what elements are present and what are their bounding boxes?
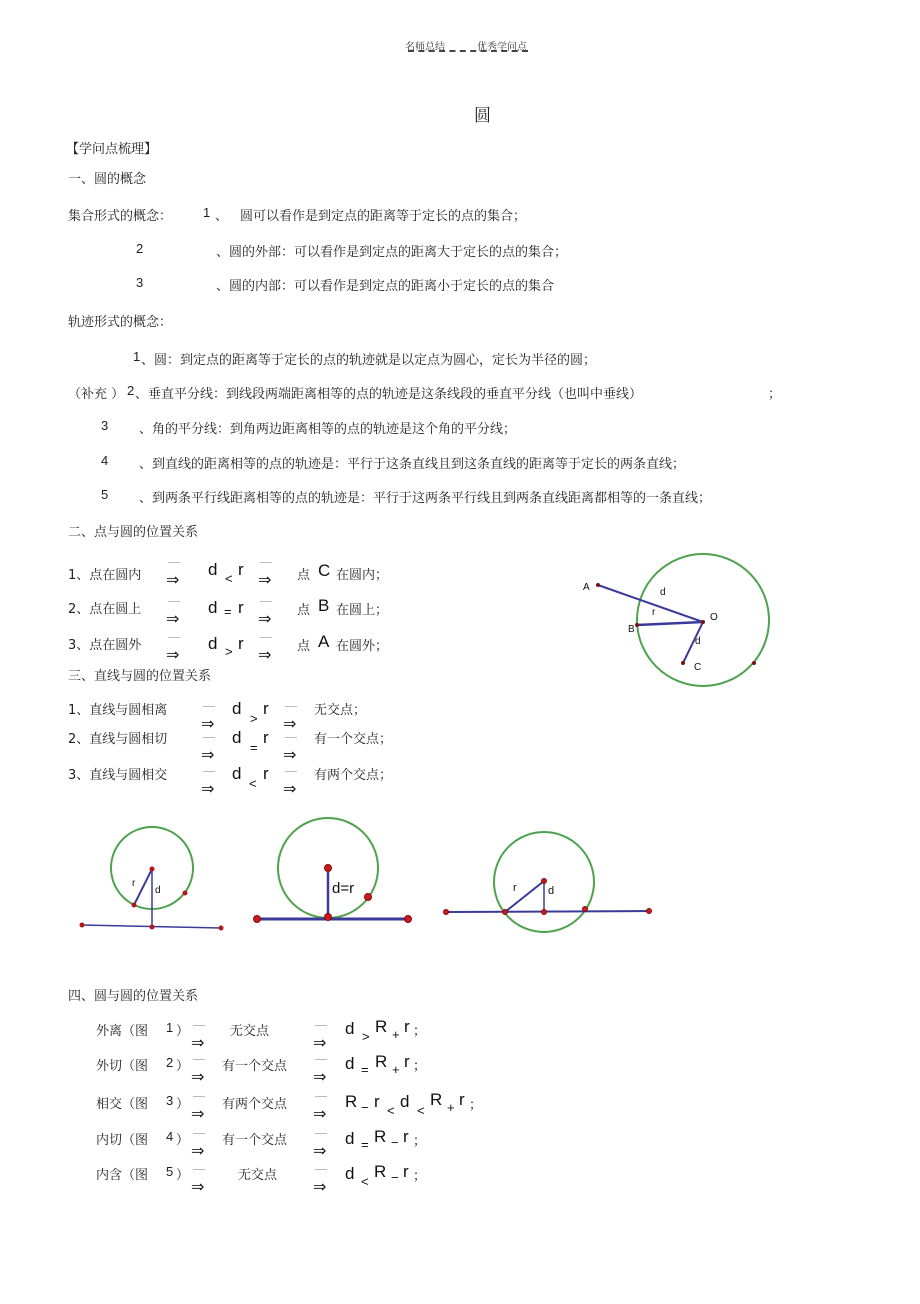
result-text: 在圆外； — [336, 639, 389, 654]
var-d: d — [232, 728, 242, 747]
implies-icon: ⇒ — [189, 1059, 209, 1085]
implies-icon: ⇒ — [164, 562, 184, 588]
svg-text:r: r — [652, 607, 656, 618]
implies-icon: ⇒ — [311, 1059, 331, 1085]
var-d: d — [345, 1054, 355, 1073]
figure-separate — [80, 827, 224, 931]
locus-form-label: 轨迹形式的概念： — [68, 315, 173, 330]
operator: + — [447, 1100, 455, 1115]
operator: = — [361, 1062, 369, 1077]
var-d: d — [208, 560, 218, 579]
operator: < — [361, 1174, 369, 1189]
implies-icon: ⇒ — [281, 706, 301, 732]
svg-text:d=r: d=r — [332, 880, 355, 897]
locus-item-1-text: 、圆：到定点的距离等于定长的点的轨迹就是以定点为圆心，定长为半径的圆； — [141, 353, 597, 368]
operator: − — [361, 1100, 369, 1115]
figure-number: 1 — [166, 1020, 174, 1035]
result-text: 有一个交点 — [222, 1133, 288, 1148]
figure-tangent — [254, 818, 412, 923]
figure-number: 2 — [166, 1055, 174, 1070]
semicolon: ； — [413, 1168, 427, 1183]
header-left: 名师总结 — [405, 42, 445, 53]
sec1-heading: 一、圆的概念 — [68, 172, 147, 187]
point-row-1-label: 1、点在圆内 — [68, 568, 142, 583]
result-text: 有两个交点 — [222, 1097, 288, 1112]
implies-icon: ⇒ — [164, 601, 184, 627]
implies-icon: ⇒ — [189, 1096, 209, 1122]
locus-item-2-num: 2 — [127, 383, 135, 398]
var-d: d — [345, 1164, 355, 1183]
set-form-label: 集合形式的概念： — [68, 209, 173, 224]
operator: > — [362, 1029, 370, 1044]
var-r: r — [238, 634, 244, 653]
var-d: d — [232, 699, 242, 718]
result-text: 无交点 — [238, 1168, 278, 1183]
implies-icon: ⇒ — [199, 737, 219, 763]
sec3-heading: 三、直线与圆的位置关系 — [68, 669, 212, 684]
svg-text:d: d — [548, 885, 555, 897]
implies-icon: ⇒ — [256, 562, 276, 588]
implies-icon: ⇒ — [281, 737, 301, 763]
result-text: 有两个交点； — [314, 768, 393, 783]
circle-row-5-name: 内含（图 — [96, 1168, 149, 1183]
implies-icon: ⇒ — [199, 771, 219, 797]
point-circle-diagram — [570, 550, 780, 700]
var-r: r — [238, 598, 244, 617]
operator: = — [361, 1137, 369, 1152]
semicolon: ； — [413, 1133, 427, 1148]
implies-icon: ⇒ — [256, 637, 276, 663]
var-R: R — [375, 1017, 388, 1036]
set-item-3-num: 3 — [136, 275, 144, 290]
result-text: 无交点 — [230, 1024, 270, 1039]
circle-row-2-name: 外切（图 — [96, 1059, 149, 1074]
result-text: 在圆内； — [336, 568, 389, 583]
var-d: d — [208, 634, 218, 653]
var-R: R — [345, 1092, 358, 1111]
var-r: r — [459, 1090, 465, 1109]
line-circle-diagrams — [70, 815, 670, 940]
implies-icon: ⇒ — [189, 1025, 209, 1051]
semicolon: ； — [413, 1058, 427, 1073]
var-r: r — [374, 1092, 380, 1111]
point-row-2-label: 2、点在圆上 — [68, 602, 142, 617]
var-R: R — [374, 1127, 387, 1146]
result-text: 无交点； — [314, 703, 367, 718]
point-row-3-label: 3、点在圆外 — [68, 638, 142, 653]
point-label: B — [318, 596, 330, 615]
point-label: A — [318, 632, 330, 651]
result-text: 在圆上； — [336, 603, 389, 618]
locus-item-2-text: 、垂直平分线：到线段两端距离相等的点的轨迹是这条线段的垂直平分线（也叫中垂线） — [135, 387, 643, 402]
operator: < — [225, 571, 233, 586]
var-r: r — [403, 1162, 409, 1181]
operator: = — [250, 740, 258, 755]
implies-icon: ⇒ — [189, 1133, 209, 1159]
svg-text:d: d — [155, 885, 161, 896]
svg-text:d: d — [695, 636, 701, 647]
locus-item-2-tail: ； — [768, 387, 782, 402]
semicolon: ； — [469, 1097, 483, 1112]
locus-item-5-text: 、到两条平行线距离相等的点的轨迹是：平行于这两条平行线且到两条直线距离都相等的一条直线； — [139, 491, 712, 506]
svg-text:r: r — [132, 878, 136, 889]
operator: < — [249, 776, 257, 791]
paren-close: ） — [176, 1133, 190, 1148]
svg-text:d: d — [660, 587, 666, 598]
implies-icon: ⇒ — [311, 1169, 331, 1195]
header-divider — [408, 50, 528, 52]
paren-close: ） — [176, 1059, 190, 1074]
result-text: 有一个交点 — [222, 1059, 288, 1074]
var-R: R — [430, 1090, 443, 1109]
result-prefix: 点 — [297, 639, 311, 654]
locus-item-2-prefix: （补充 ） — [68, 387, 125, 402]
result-prefix: 点 — [297, 603, 311, 618]
locus-item-3-text: 、角的平分线：到角两边距离相等的点的轨迹是这个角的平分线； — [139, 422, 517, 437]
paren-close: ） — [176, 1024, 190, 1039]
implies-icon: ⇒ — [256, 601, 276, 627]
line-row-1-label: 1、直线与圆相离 — [68, 703, 168, 718]
line-row-3-label: 3、直线与圆相交 — [68, 768, 168, 783]
var-d: d — [232, 764, 242, 783]
operator: < — [417, 1103, 425, 1118]
implies-icon: ⇒ — [311, 1025, 331, 1051]
implies-icon: ⇒ — [311, 1096, 331, 1122]
var-d: d — [345, 1129, 355, 1148]
var-r: r — [263, 764, 269, 783]
var-d: d — [208, 598, 218, 617]
var-r: r — [238, 560, 244, 579]
circle-row-1-name: 外离（图 — [96, 1024, 149, 1039]
svg-text:A: A — [583, 582, 590, 593]
operator: − — [391, 1170, 399, 1185]
locus-item-4-text: 、到直线的距离相等的点的轨迹是：平行于这条直线且到这条直线的距离等于定长的两条直线； — [139, 457, 686, 472]
header-right: 优秀学问点 — [477, 42, 527, 53]
var-d: d — [345, 1019, 355, 1038]
paren-close: ） — [176, 1097, 190, 1112]
var-R: R — [375, 1052, 388, 1071]
operator: + — [392, 1062, 400, 1077]
figure-number: 4 — [166, 1129, 174, 1144]
operator: > — [250, 711, 258, 726]
svg-text:C: C — [694, 662, 702, 673]
svg-text:r: r — [513, 882, 517, 894]
set-item-1-text: 圆可以看作是到定点的距离等于定长的点的集合； — [240, 209, 527, 224]
set-item-2-num: 2 — [136, 241, 144, 256]
var-r: r — [404, 1052, 410, 1071]
var-r: r — [404, 1017, 410, 1036]
var-d: d — [400, 1092, 410, 1111]
var-r: r — [403, 1127, 409, 1146]
result-text: 有一个交点； — [314, 732, 393, 747]
var-r: r — [263, 699, 269, 718]
section-heading: 【学问点梳理】 — [66, 142, 158, 157]
set-item-2-text: 、圆的外部：可以看作是到定点的距离大于定长的点的集合； — [216, 245, 568, 260]
operator: = — [224, 604, 232, 619]
paren-close: ） — [176, 1168, 190, 1183]
locus-item-1-num: 1 — [133, 349, 141, 364]
operator: − — [391, 1135, 399, 1150]
page-title: 圆 — [474, 106, 491, 126]
svg-text:O: O — [710, 612, 718, 623]
locus-item-4-num: 4 — [101, 453, 109, 468]
svg-text:B: B — [628, 624, 635, 635]
sec2-heading: 二、点与圆的位置关系 — [68, 525, 199, 540]
operator: < — [387, 1103, 395, 1118]
operator: + — [392, 1027, 400, 1042]
implies-icon: ⇒ — [281, 771, 301, 797]
set-item-3-text: 、圆的内部：可以看作是到定点的距离小于定长的点的集合 — [216, 279, 555, 294]
line-row-2-label: 2、直线与圆相切 — [68, 732, 168, 747]
implies-icon: ⇒ — [311, 1133, 331, 1159]
semicolon: ； — [413, 1023, 427, 1038]
circle-row-4-name: 内切（图 — [96, 1133, 149, 1148]
var-r: r — [263, 728, 269, 747]
result-prefix: 点 — [297, 568, 311, 583]
figure-intersect — [444, 832, 652, 932]
point-label: C — [318, 561, 331, 580]
implies-icon: ⇒ — [199, 706, 219, 732]
set-item-1-num: 1 — [203, 205, 211, 220]
locus-item-5-num: 5 — [101, 487, 109, 502]
var-R: R — [374, 1162, 387, 1181]
implies-icon: ⇒ — [164, 637, 184, 663]
set-item-1-sep: 、 — [215, 209, 229, 224]
operator: > — [225, 644, 233, 659]
figure-number: 3 — [166, 1093, 174, 1108]
locus-item-3-num: 3 — [101, 418, 109, 433]
implies-icon: ⇒ — [189, 1169, 209, 1195]
sec4-heading: 四、圆与圆的位置关系 — [68, 989, 199, 1004]
circle-row-3-name: 相交（图 — [96, 1097, 149, 1112]
figure-number: 5 — [166, 1164, 174, 1179]
